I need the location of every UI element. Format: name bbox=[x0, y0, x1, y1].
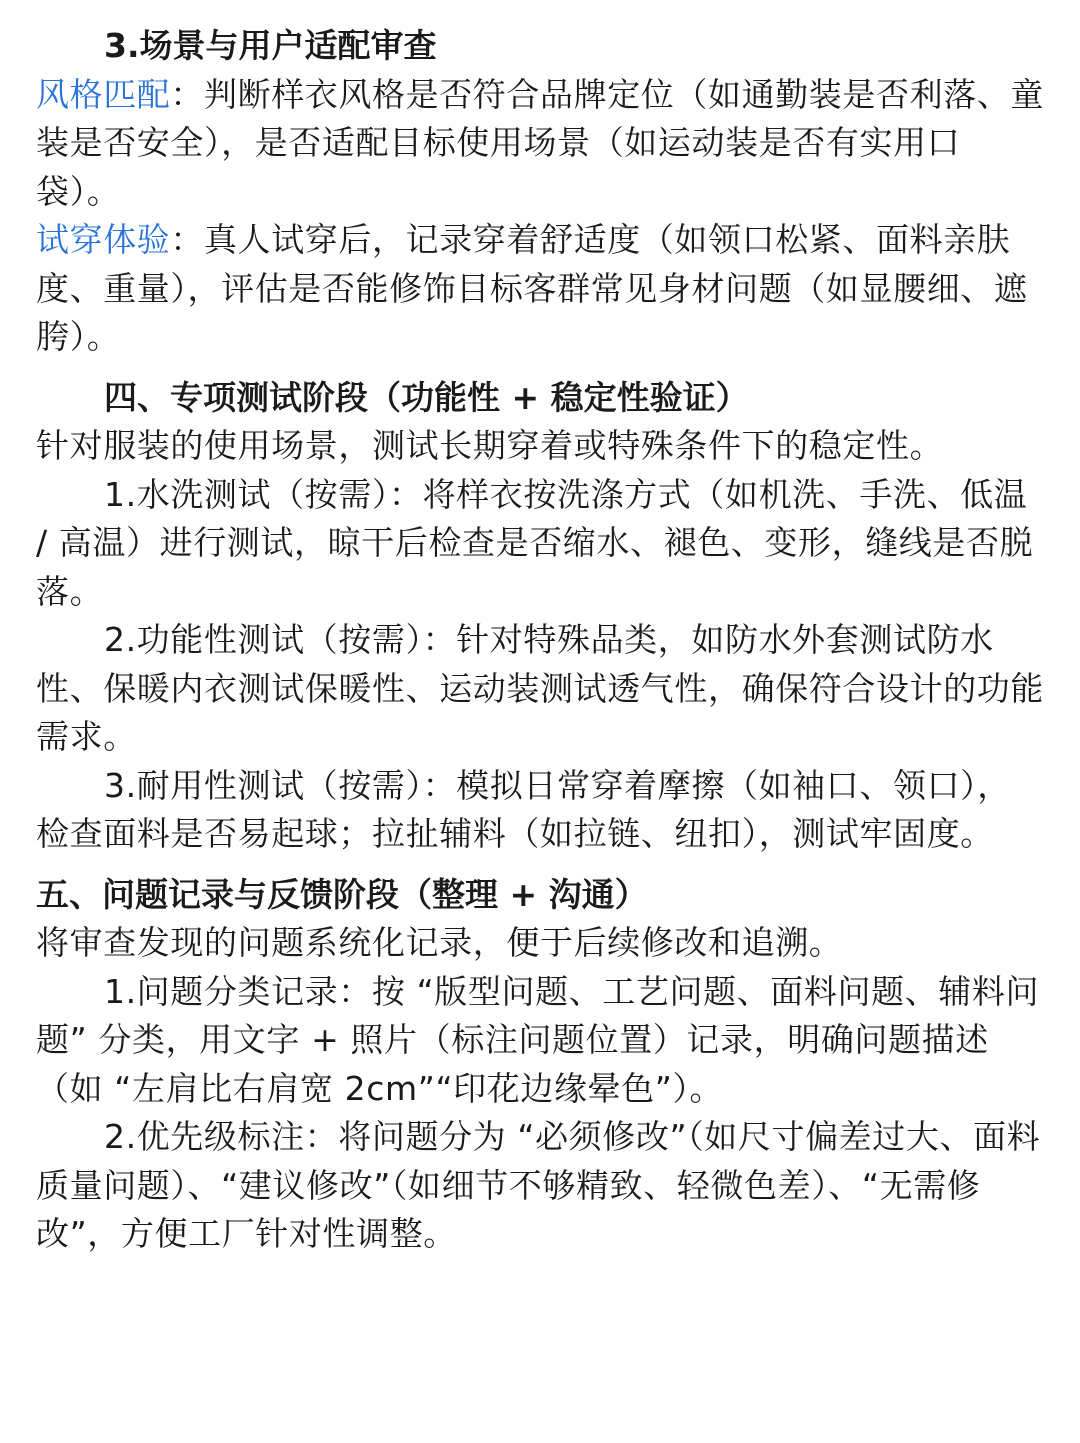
fitting-paragraph bbox=[36, 216, 1044, 362]
section5-heading: 五、问题记录与反馈阶段（整理 + 沟通） bbox=[36, 874, 648, 914]
section4-item-function: 2.功能性测试（按需）：针对特殊品类，如防水外套测试防水性、保暖内衣测试保暖性、运动装测试透气性，确保符合设计的功能需求。 bbox=[36, 620, 1044, 756]
section4-heading: 四、专项测试阶段（功能性 + 稳定性验证） bbox=[104, 377, 749, 417]
fitting-label: 试穿体验 bbox=[36, 220, 171, 259]
style-match-label: 风格匹配 bbox=[36, 74, 171, 114]
section4-item-durability: 3.耐用性测试（按需）：模拟日常穿着摩擦（如袖口、领口），检查面料是否易起球；拉扯辅料（如拉链、纽扣），测试牢固度。 bbox=[36, 765, 1011, 853]
section4-item-wash: 1.水洗测试（按需）：将样衣按洗涤方式（如机洗、手洗、低温 / 高温）进行测试，晾干后检查是否缩水、褪色、变形，缝线是否脱落。 bbox=[36, 474, 1034, 611]
section4-intro: 针对服装的使用场景，测试长期穿着或特殊条件下的稳定性。 bbox=[36, 426, 944, 465]
section5-intro: 将审查发现的问题系统化记录，便于后续修改和追溯。 bbox=[36, 923, 843, 962]
style-match-paragraph bbox=[36, 71, 1044, 217]
section5-item-priority: 2.优先级标注：将问题分为 “必须修改”（如尺寸偏差过大、面料质量问题）、“建议修改”（如细节不够精致、轻微色差）、“无需修改”，方便工厂针对性调整。 bbox=[36, 1117, 1041, 1253]
fitting-text: ：真人试穿后，记录穿着舒适度（如领口松紧、面料亲肤度、重量），评估是否能修饰目标客群常见身材问题（如显腰细、遮胯）。 bbox=[36, 220, 1028, 356]
section5-item-classify: 1.问题分类记录：按 “版型问题、工艺问题、面料问题、辅料问题” 分类，用文字 + 照片（标注问题位置）记录，明确问题描述（如 “左肩比右肩宽 2cm”“印花边缘晕色”）。 bbox=[36, 971, 1040, 1108]
section3-heading: 3.场景与用户适配审查 bbox=[104, 26, 437, 65]
style-match-text: ：判断样衣风格是否符合品牌定位（如通勤装是否利落、童装是否安全），是否适配目标使用场景（如运动装是否有实用口袋）。 bbox=[36, 74, 1045, 211]
